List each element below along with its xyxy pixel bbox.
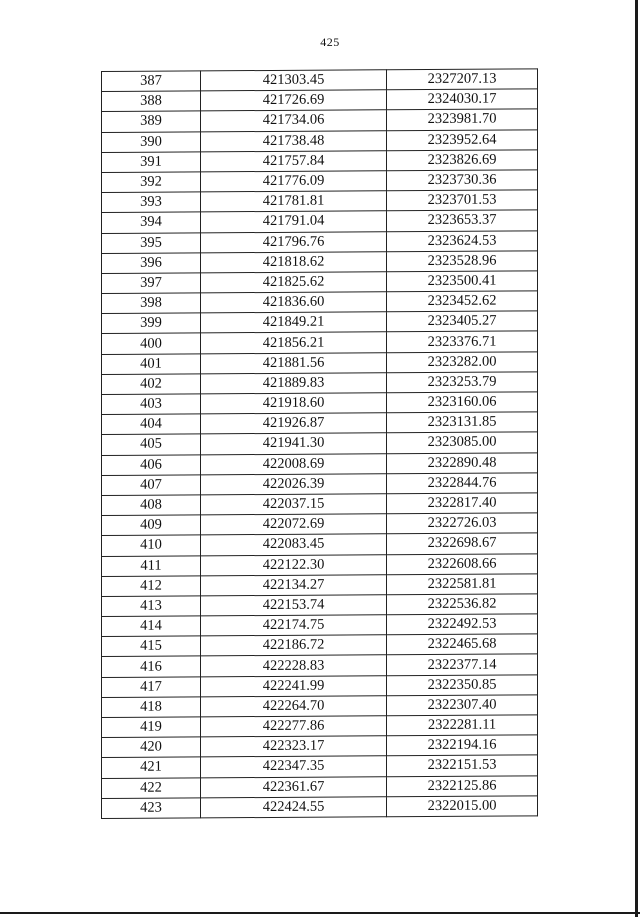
table-row <box>102 271 538 294</box>
y-coordinate-cell: 2323500.41 <box>387 271 538 292</box>
table-row <box>102 715 538 738</box>
table-row <box>102 452 538 475</box>
y-coordinate-cell: 2323282.00 <box>387 351 538 372</box>
table-row <box>102 654 538 677</box>
table-row <box>102 291 538 314</box>
x-coordinate-cell: 422153.74 <box>201 595 387 616</box>
x-coordinate-cell: 421926.87 <box>201 413 387 434</box>
y-coordinate-cell: 2322350.85 <box>387 674 538 695</box>
point-id-cell: 394 <box>102 212 201 233</box>
y-coordinate-cell: 2322307.40 <box>387 695 538 716</box>
table-row <box>102 533 538 556</box>
x-coordinate-cell: 421941.30 <box>201 433 387 454</box>
y-coordinate-cell: 2322015.00 <box>387 796 538 817</box>
y-coordinate-cell: 2323730.36 <box>387 170 538 191</box>
point-id-cell: 415 <box>102 636 201 657</box>
x-coordinate-cell: 421791.04 <box>201 211 387 232</box>
point-id-cell: 405 <box>102 434 201 455</box>
point-id-cell: 421 <box>102 757 201 778</box>
y-coordinate-cell: 2322726.03 <box>387 513 538 534</box>
point-id-cell: 400 <box>102 333 201 354</box>
x-coordinate-cell: 422072.69 <box>201 514 387 535</box>
table-row <box>102 796 538 819</box>
y-coordinate-cell: 2323253.79 <box>387 372 538 393</box>
point-id-cell: 396 <box>102 253 201 274</box>
y-coordinate-cell: 2322608.66 <box>387 553 538 574</box>
y-coordinate-cell: 2322151.53 <box>387 755 538 776</box>
y-coordinate-cell: 2324030.17 <box>387 89 538 110</box>
point-id-cell: 403 <box>102 394 201 415</box>
table-row <box>102 473 538 496</box>
table-row <box>102 129 538 152</box>
point-id-cell: 404 <box>102 414 201 435</box>
x-coordinate-cell: 421781.81 <box>201 191 387 212</box>
x-coordinate-cell: 422424.55 <box>201 797 387 818</box>
coordinate-table-body <box>102 69 538 819</box>
y-coordinate-cell: 2322492.53 <box>387 614 538 635</box>
point-id-cell: 395 <box>102 232 201 253</box>
point-id-cell: 420 <box>102 737 201 758</box>
coordinate-table <box>101 68 538 819</box>
x-coordinate-cell: 421738.48 <box>201 130 387 151</box>
y-coordinate-cell: 2322581.81 <box>387 574 538 595</box>
y-coordinate-cell: 2322536.82 <box>387 594 538 615</box>
x-coordinate-cell: 422083.45 <box>201 534 387 555</box>
x-coordinate-cell: 421881.56 <box>201 352 387 373</box>
y-coordinate-cell: 2323376.71 <box>387 331 538 352</box>
x-coordinate-cell: 421757.84 <box>201 151 387 172</box>
x-coordinate-cell: 421734.06 <box>201 110 387 131</box>
table-row <box>102 69 538 92</box>
point-id-cell: 397 <box>102 273 201 294</box>
x-coordinate-cell: 422323.17 <box>201 736 387 757</box>
table-row <box>102 695 538 718</box>
table-row <box>102 170 538 193</box>
point-id-cell: 423 <box>102 798 201 819</box>
table-row <box>102 674 538 697</box>
table-row <box>102 190 538 213</box>
y-coordinate-cell: 2323952.64 <box>387 129 538 150</box>
point-id-cell: 401 <box>102 354 201 375</box>
table-row <box>102 251 538 274</box>
table-row <box>102 735 538 758</box>
x-coordinate-cell: 421818.62 <box>201 251 387 272</box>
y-coordinate-cell: 2327207.13 <box>387 69 538 90</box>
point-id-cell: 402 <box>102 374 201 395</box>
x-coordinate-cell: 422277.86 <box>201 716 387 737</box>
x-coordinate-cell: 421303.45 <box>201 70 387 91</box>
point-id-cell: 391 <box>102 152 201 173</box>
y-coordinate-cell: 2322194.16 <box>387 735 538 756</box>
x-coordinate-cell: 422174.75 <box>201 615 387 636</box>
y-coordinate-cell: 2322465.68 <box>387 634 538 655</box>
table-row <box>102 150 538 173</box>
table-row <box>102 311 538 334</box>
table-row <box>102 775 538 798</box>
x-coordinate-cell: 422008.69 <box>201 453 387 474</box>
page-edge-right <box>635 0 638 917</box>
point-id-cell: 422 <box>102 777 201 798</box>
x-coordinate-cell: 421726.69 <box>201 90 387 111</box>
point-id-cell: 411 <box>102 555 201 576</box>
y-coordinate-cell: 2323528.96 <box>387 251 538 272</box>
y-coordinate-cell: 2323131.85 <box>387 412 538 433</box>
point-id-cell: 417 <box>102 677 201 698</box>
y-coordinate-cell: 2323826.69 <box>387 150 538 171</box>
point-id-cell: 389 <box>102 111 201 132</box>
point-id-cell: 419 <box>102 717 201 738</box>
y-coordinate-cell: 2322377.14 <box>387 654 538 675</box>
table-row <box>102 351 538 374</box>
point-id-cell: 390 <box>102 131 201 152</box>
point-id-cell: 412 <box>102 576 201 597</box>
y-coordinate-cell: 2323452.62 <box>387 291 538 312</box>
point-id-cell: 408 <box>102 495 201 516</box>
page-number: 425 <box>320 35 340 49</box>
table-row <box>102 614 538 637</box>
point-id-cell: 414 <box>102 616 201 637</box>
x-coordinate-cell: 422037.15 <box>201 494 387 515</box>
x-coordinate-cell: 421836.60 <box>201 292 387 313</box>
table-row <box>102 553 538 576</box>
point-id-cell: 393 <box>102 192 201 213</box>
point-id-cell: 392 <box>102 172 201 193</box>
y-coordinate-cell: 2323085.00 <box>387 432 538 453</box>
table-row <box>102 230 538 253</box>
point-id-cell: 387 <box>102 71 201 92</box>
x-coordinate-cell: 422228.83 <box>201 655 387 676</box>
x-coordinate-cell: 422264.70 <box>201 696 387 717</box>
point-id-cell: 418 <box>102 697 201 718</box>
table-row <box>102 210 538 233</box>
point-id-cell: 409 <box>102 515 201 536</box>
point-id-cell: 416 <box>102 656 201 677</box>
y-coordinate-cell: 2322844.76 <box>387 473 538 494</box>
y-coordinate-cell: 2323701.53 <box>387 190 538 211</box>
point-id-cell: 406 <box>102 454 201 475</box>
x-coordinate-cell: 422134.27 <box>201 574 387 595</box>
table-row <box>102 755 538 778</box>
y-coordinate-cell: 2322281.11 <box>387 715 538 736</box>
table-row <box>102 594 538 617</box>
table-row <box>102 392 538 415</box>
y-coordinate-cell: 2323405.27 <box>387 311 538 332</box>
table-row <box>102 331 538 354</box>
x-coordinate-cell: 421918.60 <box>201 393 387 414</box>
table-row <box>102 634 538 657</box>
point-id-cell: 398 <box>102 293 201 314</box>
y-coordinate-cell: 2323624.53 <box>387 230 538 251</box>
x-coordinate-cell: 421825.62 <box>201 272 387 293</box>
table-row <box>102 89 538 112</box>
table-row <box>102 412 538 435</box>
x-coordinate-cell: 421889.83 <box>201 373 387 394</box>
table-row <box>102 574 538 597</box>
y-coordinate-cell: 2322125.86 <box>387 775 538 796</box>
x-coordinate-cell: 422347.35 <box>201 756 387 777</box>
y-coordinate-cell: 2323981.70 <box>387 109 538 130</box>
x-coordinate-cell: 422361.67 <box>201 776 387 797</box>
table-row <box>102 493 538 516</box>
y-coordinate-cell: 2322890.48 <box>387 452 538 473</box>
x-coordinate-cell: 422241.99 <box>201 675 387 696</box>
point-id-cell: 407 <box>102 475 201 496</box>
table-row <box>102 109 538 132</box>
x-coordinate-cell: 421796.76 <box>201 231 387 252</box>
y-coordinate-cell: 2322817.40 <box>387 493 538 514</box>
y-coordinate-cell: 2323653.37 <box>387 210 538 231</box>
point-id-cell: 399 <box>102 313 201 334</box>
point-id-cell: 413 <box>102 596 201 617</box>
x-coordinate-cell: 421849.21 <box>201 312 387 333</box>
point-id-cell: 388 <box>102 91 201 112</box>
x-coordinate-cell: 421776.09 <box>201 171 387 192</box>
table-row <box>102 372 538 395</box>
table-row <box>102 513 538 536</box>
table-row <box>102 432 538 455</box>
x-coordinate-cell: 422122.30 <box>201 554 387 575</box>
point-id-cell: 410 <box>102 535 201 556</box>
y-coordinate-cell: 2322698.67 <box>387 533 538 554</box>
page-edge-bottom <box>0 912 640 914</box>
x-coordinate-cell: 422026.39 <box>201 474 387 495</box>
y-coordinate-cell: 2323160.06 <box>387 392 538 413</box>
x-coordinate-cell: 422186.72 <box>201 635 387 656</box>
x-coordinate-cell: 421856.21 <box>201 332 387 353</box>
